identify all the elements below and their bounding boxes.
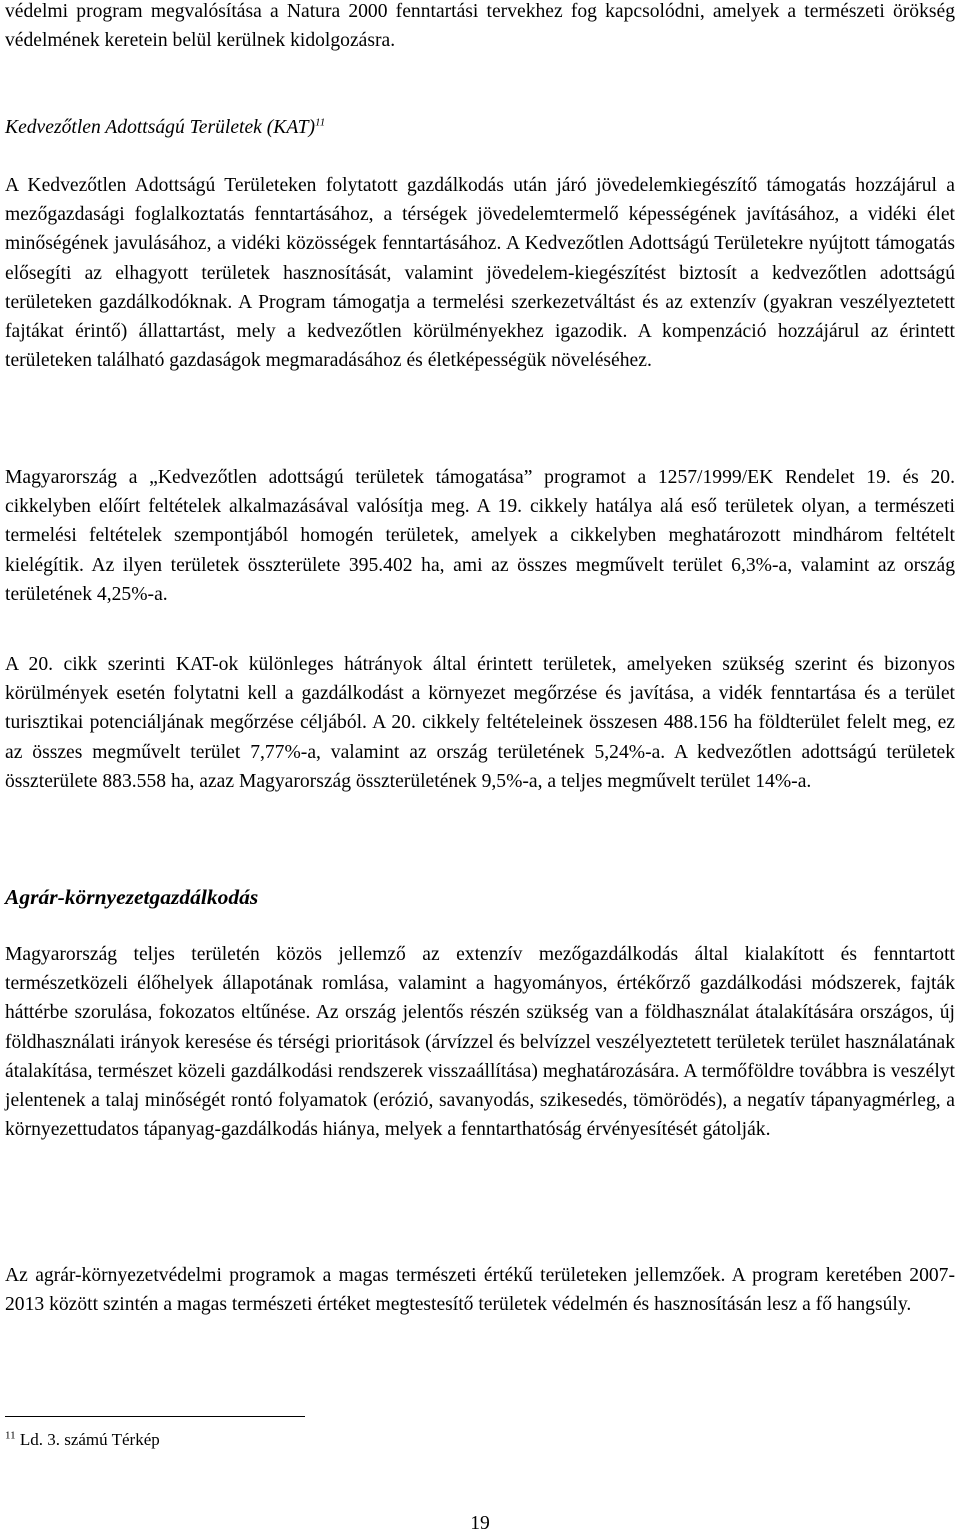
footnote-ref: 11 (315, 116, 326, 129)
agrar-paragraph-1: Magyarország teljes területén közös jellemző az extenzív mezőgazdálkodás által kialakított és fenntartott természetközeli élőhelyek állapotának romlása, valamint a hagyományos, értékőrző gazdálkodási módszerek, fajták háttérbe szorulása, fokozatos eltűnése. Az ország jelentős részén szükség van a földhasználat átalakítására országos, új földhasználati irányok keresése és térségi prioritások (árvízzel és belvízzel veszélyeztetett területek terület használatának átalakítása, természet közeli gazdálkodási rendszerek visszaállítása) meghatározására. A termőföldre továbbra is veszélyt jelentenek a talaj minőségét rontó folyamatok (erózió, savanyodás, szikesedés, tömörödés), a negatív tápanyagmérleg, a környezettudatos tápanyag-gazdálkodás hiánya, melyek a fenntarthatóság érvényesítését gátolják. (5, 944, 955, 1141)
kat-heading (5, 113, 325, 142)
kat-paragraph-1: A Kedvezőtlen Adottságú Területeken folytatott gazdálkodás után járó jövedelemkiegészítő támogatás hozzájárul a mezőgazdasági foglalkoztatás fenntartásához, a térségek jövedelemtermelő képességének javításához, a vidéki élet minőségének javulásához, a vidéki közösségek fenntartásához. A Kedvezőtlen Adottságú Területekre nyújtott támogatás elősegíti az elhagyott területek hasznosítását, valamint jövedelem-kiegészítést biztosít a kedvezőtlen adottságú területeken gazdálkodóknak. A Program támogatja a termelési szerkezetváltást és az extenzív (gyakran veszélyeztetett fajtákat érintő) állattartást, mely a kedvezőtlen körülményekhez igazodik. A kompenzáció hozzájárul az érintett területeken található gazdaságok megmaradásához és életképességük növeléséhez. (5, 175, 955, 372)
kat-paragraph-3: A 20. cikk szerinti KAT-ok különleges hátrányok által érintett területek, amelyeken szükség szerint és bizonyos körülmények esetén folytatni kell a gazdálkodást a környezet megőrzése és javítása, a vidék fenntartása és a terület turisztikai potenciáljának megőrzése céljából. A 20. cikkely feltételeinek összesen 488.156 ha földterület felelt meg, ez az összes megművelt terület 7,77%-a, valamint az ország területének 5,24%-a. A kedvezőtlen adottságú területek összterülete 883.558 ha, azaz Magyarország összterületének 9,5%-a, a teljes megművelt terület 14%-a. (5, 654, 955, 792)
footnote (5, 1428, 160, 1452)
kat-heading-text: Kedvezőtlen Adottságú Területek (KAT) (5, 117, 316, 138)
footnote-text: Ld. 3. számú Térkép (19, 1430, 160, 1449)
intro-paragraph: védelmi program megvalósítása a Natura 2000 fenntartási tervekhez fog kapcsolódni, amelyek a természeti örökség védelmének keretein belül kerülnek kidolgozásra. (5, 1, 955, 52)
footnote-number: 11 (5, 1429, 16, 1442)
kat-paragraph-2: Magyarország a „Kedvezőtlen adottságú területek támogatása” programot a 1257/1999/EK Rendelet 19. és 20. cikkelyben előírt feltételek alkalmazásával valósítja meg. A 19. cikkely hatálya alá eső területek olyan, a természeti termelési feltételek szempontjából homogén területek, amelyek a cikkelyben meghatározott mindhárom feltételt kielégítik. Az ilyen területek összterülete 395.402 ha, ami az összes megművelt terület 6,3%-a, valamint az ország területének 4,25%-a. (5, 467, 955, 605)
agrar-heading: Agrár-környezetgazdálkodás (5, 885, 259, 909)
footnote-divider (5, 1416, 305, 1417)
agrar-paragraph-2: Az agrár-környezetvédelmi programok a magas természeti értékű területeken jellemzőek. A program keretében 2007-2013 között szintén a magas természeti értéket megtestesítő területek védelmén és hasznosításán lesz a fő hangsúly. (5, 1265, 955, 1316)
page-number: 19 (470, 1513, 490, 1534)
